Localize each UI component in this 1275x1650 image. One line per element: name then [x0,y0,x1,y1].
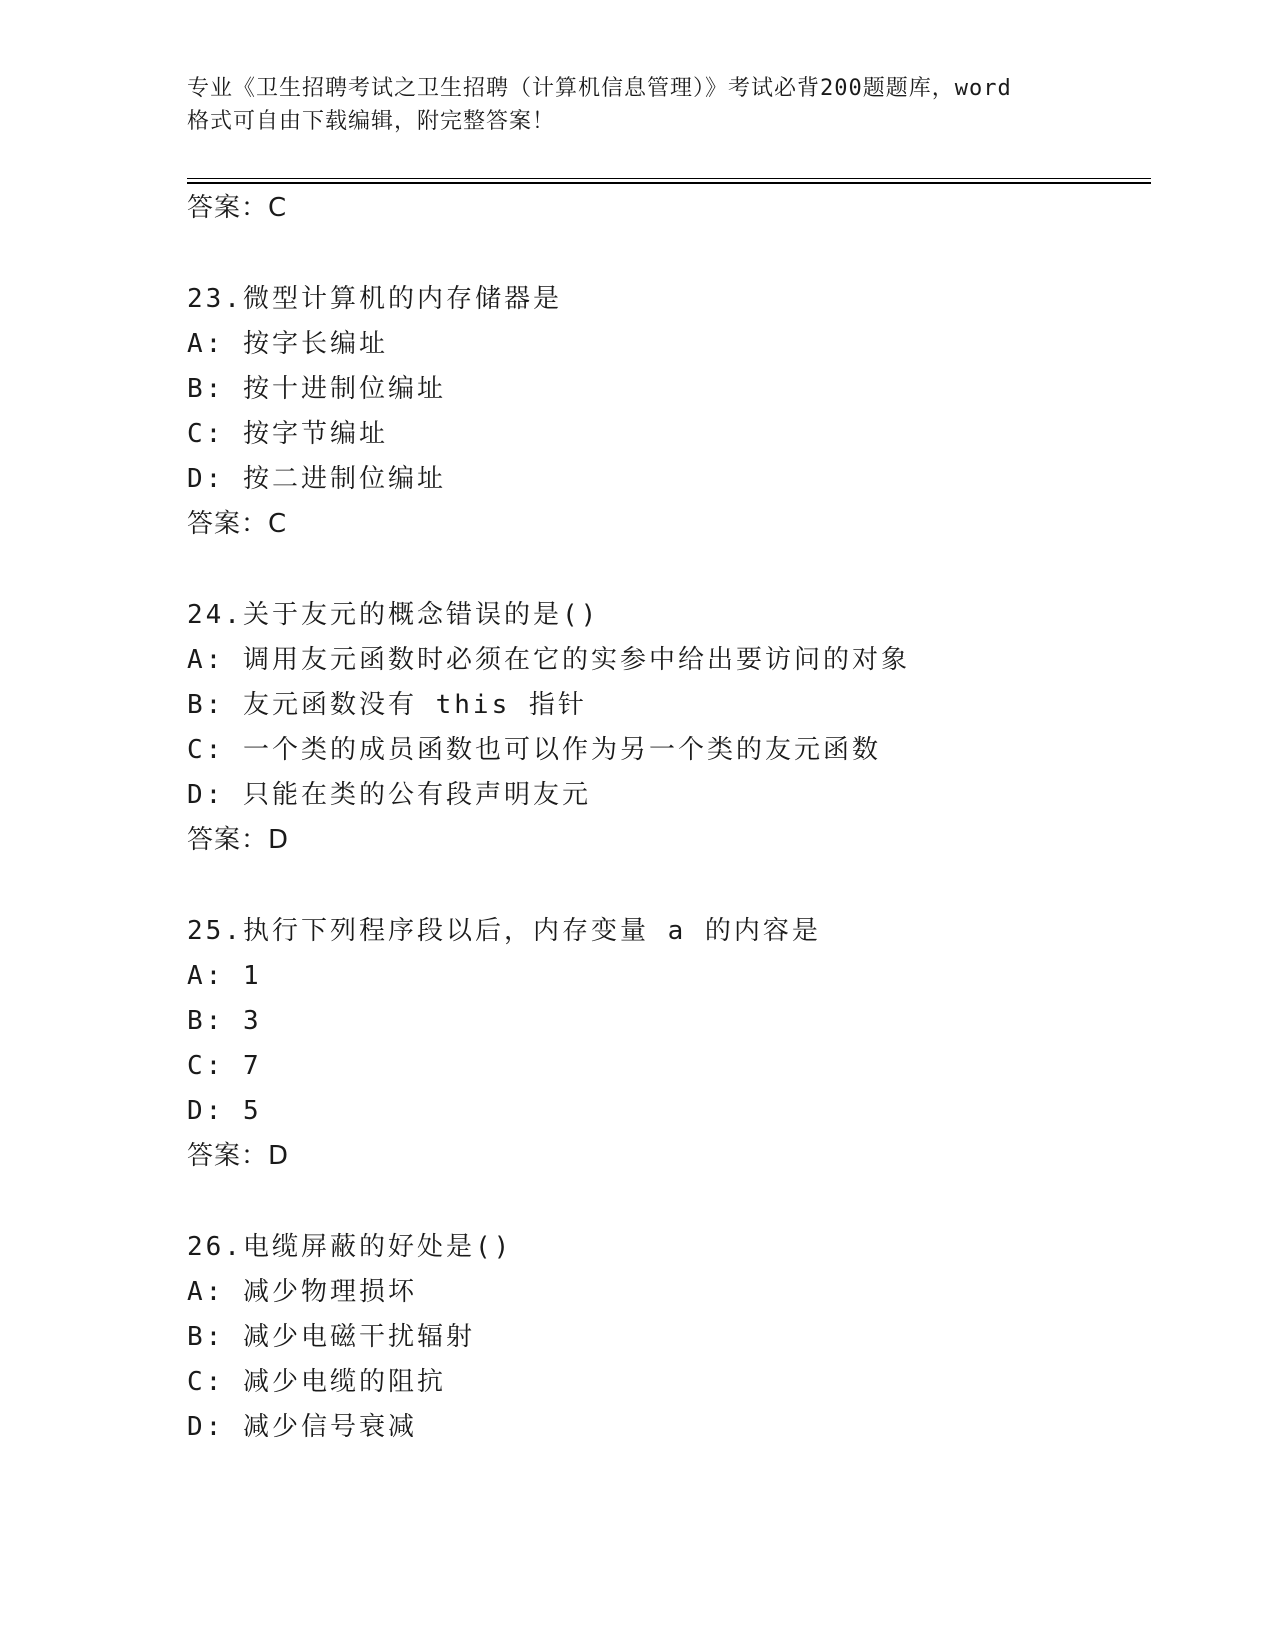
option-26-d: D: 减少信号衰减 [187,1412,417,1442]
answer-23: 答案：C [187,509,288,539]
option-23-b: B: 按十进制位编址 [187,374,446,404]
option-25-d: D: 5 [187,1096,262,1126]
option-26-c: C: 减少电缆的阻抗 [187,1367,446,1397]
question-stem-23: 23.微型计算机的内存储器是 [187,284,562,314]
option-24-d: D: 只能在类的公有段声明友元 [187,780,591,810]
option-24-a: A: 调用友元函数时必须在它的实参中给出要访问的对象 [187,645,910,675]
header-divider-thick [187,182,1151,184]
option-25-c: C: 7 [187,1051,262,1081]
option-26-b: B: 减少电磁干扰辐射 [187,1322,475,1352]
answer-prev: 答案：C [187,193,288,223]
question-stem-26: 26.电缆屏蔽的好处是() [187,1232,513,1262]
option-23-d: D: 按二进制位编址 [187,464,446,494]
document-header [187,72,1087,138]
header-line-2: 格式可自由下载编辑，附完整答案！ [187,109,556,134]
option-24-c: C: 一个类的成员函数也可以作为另一个类的友元函数 [187,735,881,765]
header-line-1: 专业《卫生招聘考试之卫生招聘（计算机信息管理）》考试必背200题题库，word [187,76,1012,101]
answer-24: 答案：D [187,825,290,855]
option-25-a: A: 1 [187,961,262,991]
option-26-a: A: 减少物理损坏 [187,1277,417,1307]
option-23-a: A: 按字长编址 [187,329,388,359]
option-24-b: B: 友元函数没有 this 指针 [187,690,587,720]
answer-25: 答案：D [187,1141,290,1171]
question-stem-24: 24.关于友元的概念错误的是() [187,600,600,630]
option-23-c: C: 按字节编址 [187,419,388,449]
question-stem-25: 25.执行下列程序段以后，内存变量 a 的内容是 [187,916,821,946]
header-divider-thin [187,178,1151,179]
option-25-b: B: 3 [187,1006,262,1036]
